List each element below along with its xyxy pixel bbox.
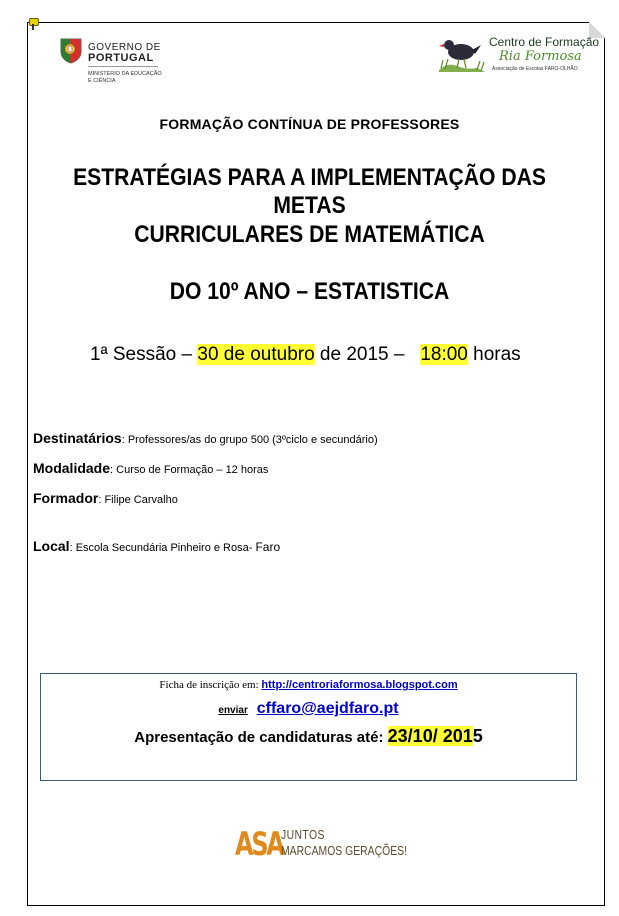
place-row: [33, 538, 280, 554]
asa-letters: ASA: [235, 825, 283, 863]
centre-name: Centro de Formação: [489, 35, 600, 49]
session-dash: –: [393, 344, 405, 365]
deadline-date-rest: 5: [472, 726, 483, 746]
title-line2: CURRICULARES DE MATEMÁTICA: [134, 221, 485, 248]
pin-icon: [28, 18, 38, 30]
deadline-row: [41, 726, 576, 747]
mode-value: : Curso de Formação – 12 horas: [110, 464, 269, 476]
mode-label: Modalidade: [33, 460, 111, 476]
place-value: : Escola Secundária Pinheiro e Rosa-: [69, 542, 256, 554]
centre-name-ria: Ria Formosa: [499, 49, 582, 64]
session-prefix: 1ª Sessão –: [90, 344, 198, 365]
target-value: : Professores/as do grupo 500 (3ºciclo e secundário): [121, 434, 378, 446]
heading: FORMAÇÃO CONTÍNUA DE PROFESSORES: [159, 116, 460, 132]
form-label: Ficha de inscrição em:: [159, 679, 262, 691]
email-row: [41, 700, 576, 718]
target-row: [33, 430, 378, 446]
session-time: 18:00: [420, 344, 468, 365]
gov-line2: PORTUGAL: [88, 52, 154, 64]
gov-divider: [88, 66, 158, 67]
session-suffix: horas: [467, 344, 521, 365]
title-line3: DO 10º ANO – ESTATISTICA: [169, 278, 450, 305]
mode-row: [33, 460, 268, 476]
government-logo: [60, 38, 180, 93]
send-label: enviar: [218, 705, 248, 716]
session-year: de 2015: [314, 344, 394, 365]
gov-line4: E CIÊNCIA: [88, 78, 116, 84]
trainer-value: : Filipe Carvalho: [98, 494, 178, 506]
asa-tagline1: JUNTOS: [281, 827, 325, 842]
session-date: 30 de outubro: [197, 344, 315, 365]
title-line1: ESTRATÉGIAS PARA A IMPLEMENTAÇÃO DAS METAS: [73, 164, 546, 219]
registration-box: [40, 673, 577, 781]
email-link[interactable]: cffaro@aejdfaro.pt: [256, 700, 399, 717]
session-line: [90, 344, 521, 366]
trainer-row: [33, 490, 178, 506]
training-centre-logo: [437, 32, 600, 77]
deadline-label: Apresentação de candidaturas até:: [134, 729, 388, 746]
asa-tagline2: MARCAMOS GERAÇÕES!: [281, 843, 407, 858]
gov-ministry: [88, 71, 162, 85]
gov-line1: GOVERNO DE: [88, 42, 161, 53]
deadline-date: 23/10/ 201: [387, 726, 473, 746]
portugal-shield-icon: [60, 38, 82, 64]
target-label: Destinatários: [33, 430, 122, 446]
form-row: [41, 679, 576, 691]
bird-icon: [437, 32, 487, 74]
trainer-label: Formador: [33, 490, 99, 506]
gov-line3: MINISTÉRIO DA EDUCAÇÃO: [88, 71, 162, 77]
asa-logo: [235, 825, 415, 865]
centre-association: Associação de Escolas FARO-OLHÃO: [492, 66, 578, 72]
place-label: Local: [33, 538, 70, 554]
form-link[interactable]: http://centroriaformosa.blogspot.com: [261, 679, 458, 691]
place-city: Faro: [255, 540, 281, 554]
